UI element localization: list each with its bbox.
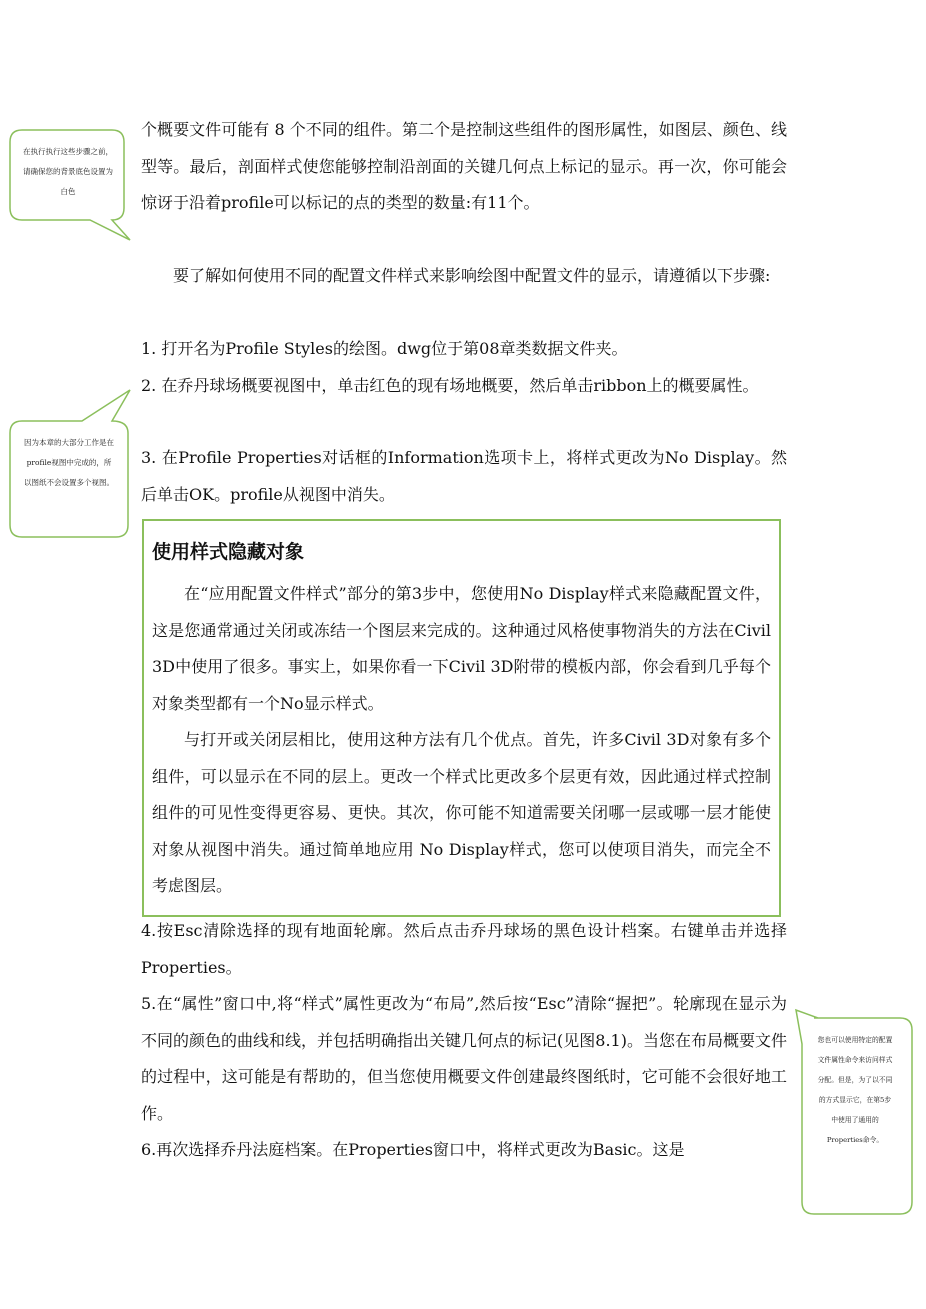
step-5: 5.在“属性”窗口中,将“样式”属性更改为“布局”,然后按“Esc”清除“握把”。轮廓现在显示为不同的颜色的曲线和线，并包括明确指出关键几何点的标记(见图8.1)。当您在布局概要文件的过程中，这可能是有帮助的，但当您使用概要文件创建最终图纸时，它可能不会很好地工作。 bbox=[141, 994, 787, 1123]
step-6: 6.再次选择乔丹法庭档案。在Properties窗口中，将样式更改为Basic。这是 bbox=[141, 1140, 685, 1159]
sidebar-title: 使用样式隐藏对象 bbox=[152, 541, 305, 563]
sidebar-paragraph: 与打开或关闭层相比，使用这种方法有几个优点。首先，许多Civil 3D对象有多个组件，可以显示在不同的层上。更改一个样式比更改多个层更有效，因此通过样式控制组件的可见性变得更容易、更快。其次，你可能不知道需要关闭哪一层或哪一层才能使对象从视图中消失。通过简单地应用 No Display样式，您可以使项目消失，而完全不考虑图层。 bbox=[152, 730, 771, 895]
comment-callout-3: 您也可以使用特定的配置文件属性命令来访问样式分配。但是，为了以不同的方式显示它，在第5步中使用了通用的Properties命令。 bbox=[817, 1036, 893, 1144]
step-1: 1. 打开名为Profile Styles的绘图。dwg位于第08章类数据文件夹。 bbox=[141, 339, 628, 358]
step-2: 2. 在乔丹球场概要视图中，单击红色的现有场地概要，然后单击ribbon上的概要属性。 bbox=[141, 376, 759, 395]
step-3: 3. 在Profile Properties对话框的Information选项卡上，将样式更改为No Display。然后单击OK。profile从视图中消失。 bbox=[141, 448, 787, 504]
comment-callout-2: 因为本章的大部分工作是在profile视图中完成的，所以图纸不会设置多个视图。 bbox=[24, 438, 114, 487]
body-paragraph: 个概要文件可能有 8 个不同的组件。第二个是控制这些组件的图形属性，如图层、颜色、线型等。最后，剖面样式使您能够控制沿剖面的关键几何点上标记的显示。再一次，你可能会惊讶于沿着profile可以标记的点的类型的数量:有11个。 bbox=[141, 120, 787, 212]
comment-callout-1: 在执行执行这些步骤之前，请确保您的背景底色设置为白色 bbox=[23, 147, 113, 196]
sidebar-paragraph: 在“应用配置文件样式”部分的第3步中，您使用No Display样式来隐藏配置文件，这是您通常通过关闭或冻结一个图层来完成的。这种通过风格使事物消失的方法在Civil 3D中使用了很多。事实上，如果你看一下Civil 3D附带的模板内部，你会看到几乎每个对象类型都有一个No显示样式。 bbox=[152, 584, 771, 713]
step-4: 4.按Esc清除选择的现有地面轮廓。然后点击乔丹球场的黑色设计档案。右键单击并选择Properties。 bbox=[141, 921, 787, 977]
body-paragraph: 要了解如何使用不同的配置文件样式来影响绘图中配置文件的显示，请遵循以下步骤: bbox=[173, 266, 771, 285]
